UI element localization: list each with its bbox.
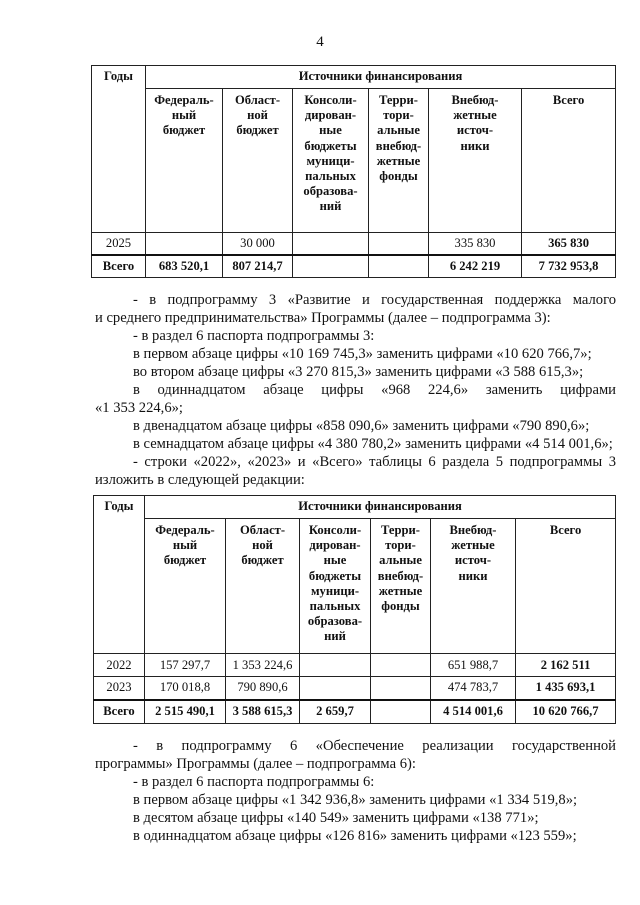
financing-table-2 xyxy=(93,495,616,724)
cell-year: Всего xyxy=(94,700,145,724)
cell-year: 2022 xyxy=(94,654,145,677)
paragraph-line: в одиннадцатом абзаце цифры «968 224,6» заменить цифрами xyxy=(133,382,616,398)
header-regional: Област- ной бюджет xyxy=(226,519,300,654)
cell-federal: 157 297,7 xyxy=(145,654,226,677)
table-row xyxy=(94,677,616,700)
cell-territorial xyxy=(371,700,431,724)
cell-territorial xyxy=(369,255,429,278)
header-extrabudget: Внебюд- жетные источ- ники xyxy=(431,519,516,654)
header-regional: Област- ной бюджет xyxy=(223,89,293,233)
paragraph-line: во втором абзаце цифры «3 270 815,3» заменить цифрами «3 588 615,3»; xyxy=(133,364,584,380)
header-territorial: Терри- тори- альные внебюд- жетные фонды xyxy=(369,89,429,233)
paragraph-line: - в подпрограмму 6 «Обеспечение реализации государственной xyxy=(133,738,616,754)
table-row-total xyxy=(94,700,616,724)
paragraph-line: изложить в следующей редакции: xyxy=(95,472,305,488)
cell-municipal xyxy=(293,255,369,278)
paragraph-line: - в раздел 6 паспорта подпрограммы 6: xyxy=(133,774,375,790)
table-row-total xyxy=(92,255,616,278)
cell-federal: 683 520,1 xyxy=(146,255,223,278)
cell-regional: 790 890,6 xyxy=(226,677,300,700)
cell-municipal xyxy=(300,654,371,677)
page-number: 4 xyxy=(316,34,324,50)
header-federal: Федераль- ный бюджет xyxy=(145,519,226,654)
cell-municipal: 2 659,7 xyxy=(300,700,371,724)
paragraph-line: программы» Программы (далее – подпрограмма 6): xyxy=(95,756,416,772)
paragraph-line: в семнадцатом абзаце цифры «4 380 780,2» заменить цифрами «4 514 001,6»; xyxy=(133,436,613,452)
paragraph-line: - строки «2022», «2023» и «Всего» таблицы 6 раздела 5 подпрограммы 3 xyxy=(133,454,616,470)
cell-municipal xyxy=(293,233,369,255)
cell-year: Всего xyxy=(92,255,146,278)
cell-extrabudget: 6 242 219 xyxy=(429,255,522,278)
cell-regional: 30 000 xyxy=(223,233,293,255)
header-federal: Федераль- ный бюджет xyxy=(146,89,223,233)
header-sources: Источники финансирования xyxy=(145,496,616,519)
table-row xyxy=(94,654,616,677)
cell-regional: 807 214,7 xyxy=(223,255,293,278)
cell-municipal xyxy=(300,677,371,700)
header-years: Годы xyxy=(92,66,146,233)
cell-extrabudget: 335 830 xyxy=(429,233,522,255)
header-municipal: Консоли- дирован- ные бюджеты муници- пальных образова- ний xyxy=(300,519,371,654)
header-sources: Источники финансирования xyxy=(146,66,616,89)
paragraph-line: и среднего предпринимательства» Программы (далее – подпрограмма 3): xyxy=(95,310,551,326)
cell-regional: 1 353 224,6 xyxy=(226,654,300,677)
paragraph-line: в двенадцатом абзаце цифры «858 090,6» заменить цифрами «790 890,6»; xyxy=(133,418,590,434)
paragraph-line: в первом абзаце цифры «10 169 745,3» заменить цифрами «10 620 766,7»; xyxy=(133,346,592,362)
cell-year: 2023 xyxy=(94,677,145,700)
paragraph-line: - в раздел 6 паспорта подпрограммы 3: xyxy=(133,328,375,344)
cell-federal: 2 515 490,1 xyxy=(145,700,226,724)
header-total: Всего xyxy=(522,89,616,233)
financing-table-1 xyxy=(91,65,616,278)
cell-total: 1 435 693,1 xyxy=(516,677,616,700)
paragraph-line: в первом абзаце цифры «1 342 936,8» заменить цифрами «1 334 519,8»; xyxy=(133,792,578,808)
header-extrabudget: Внебюд- жетные источ- ники xyxy=(429,89,522,233)
paragraph-line: - в подпрограмму 3 «Развитие и государственная поддержка малого xyxy=(133,292,616,308)
cell-total: 7 732 953,8 xyxy=(522,255,616,278)
cell-federal xyxy=(146,233,223,255)
cell-total: 10 620 766,7 xyxy=(516,700,616,724)
header-years: Годы xyxy=(94,496,145,654)
cell-extrabudget: 4 514 001,6 xyxy=(431,700,516,724)
header-territorial: Терри- тори- альные внебюд- жетные фонды xyxy=(371,519,431,654)
table-row xyxy=(92,233,616,255)
paragraph-line: в одиннадцатом абзаце цифры «126 816» заменить цифрами «123 559»; xyxy=(133,828,577,844)
cell-territorial xyxy=(371,677,431,700)
cell-territorial xyxy=(371,654,431,677)
cell-extrabudget: 651 988,7 xyxy=(431,654,516,677)
cell-regional: 3 588 615,3 xyxy=(226,700,300,724)
paragraph-line: «1 353 224,6»; xyxy=(95,400,183,416)
header-municipal: Консоли- дирован- ные бюджеты муници- пальных образова- ний xyxy=(293,89,369,233)
cell-year: 2025 xyxy=(92,233,146,255)
cell-territorial xyxy=(369,233,429,255)
paragraph-line: в десятом абзаце цифры «140 549» заменить цифрами «138 771»; xyxy=(133,810,539,826)
cell-extrabudget: 474 783,7 xyxy=(431,677,516,700)
cell-total: 365 830 xyxy=(522,233,616,255)
cell-total: 2 162 511 xyxy=(516,654,616,677)
cell-federal: 170 018,8 xyxy=(145,677,226,700)
header-total: Всего xyxy=(516,519,616,654)
